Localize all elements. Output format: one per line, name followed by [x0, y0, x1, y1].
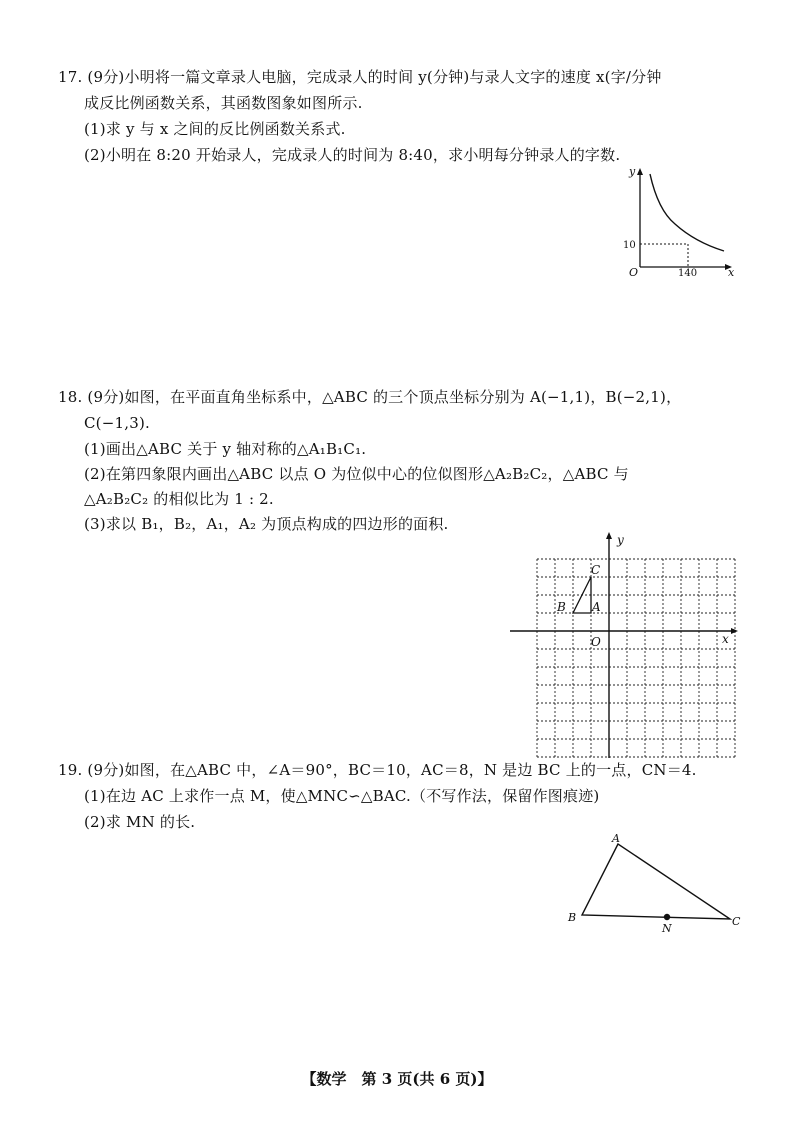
q18-part1: (1)画出△ABC 关于 y 轴对称的△A₁B₁C₁. [84, 440, 367, 458]
q18-part3: (3)求以 B₁，B₂，A₁，A₂ 为顶点构成的四边形的面积. [84, 515, 449, 533]
q18-stem-line1: 18. (9分)如图，在平面直角坐标系中，△ABC 的三个顶点坐标分别为 A(−1,1)，B(−2,1)， [58, 388, 682, 406]
q18-part2-line2: △A₂B₂C₂ 的相似比为 1 : 2. [84, 490, 274, 508]
q18-stem-line2: C(−1,3). [84, 414, 150, 432]
q17-stem-line2: 成反比例函数关系，其函数图象如图所示. [84, 94, 363, 112]
q18-part2-line1: (2)在第四象限内画出△ABC 以点 O 为位似中心的位似图形△A₂B₂C₂，△ABC 与 [84, 465, 629, 483]
q19-label-c: C [732, 915, 741, 928]
q18-label-c: C [591, 563, 601, 577]
q17-hyperbola [650, 174, 724, 251]
q17-x-label: x [728, 266, 735, 279]
q18-origin: O [591, 635, 601, 649]
q19-stem: 19. (9分)如图，在△ABC 中，∠A＝90°，BC＝10，AC＝8，N 是边 BC 上的一点，CN＝4. [58, 761, 697, 779]
q19-label-n: N [662, 922, 672, 935]
q18-triangle-abc [573, 577, 591, 613]
q18-x-label: x [722, 632, 729, 646]
q19-label-a: A [612, 832, 620, 845]
q17-origin: O [629, 266, 639, 279]
q17-part2: (2)小明在 8:20 开始录人，完成录人的时间为 8:40，求小明每分钟录人的字数. [84, 146, 621, 164]
q19-label-b: B [568, 911, 577, 924]
q19-triangle-figure [560, 830, 750, 935]
q17-y-label: y [629, 165, 636, 178]
page-footer: 【数学 第 3 页(共 6 页)】 [301, 1070, 493, 1088]
q18-coordinate-grid [505, 530, 745, 762]
q18-label-b: B [557, 600, 566, 614]
q19-part1: (1)在边 AC 上求作一点 M，使△MNC∽△BAC.（不写作法，保留作图痕迹) [84, 787, 600, 805]
q18-y-label: y [617, 533, 624, 547]
q18-label-a: A [592, 600, 601, 614]
q17-stem-line1: 17. (9分)小明将一篇文章录人电脑，完成录人的时间 y(分钟)与录人文字的速度 x(字/分钟 [58, 68, 662, 86]
q17-inverse-graph [620, 160, 750, 280]
q17-x-tick: 140 [678, 268, 698, 279]
q19-point-n [664, 914, 670, 920]
q17-part1: (1)求 y 与 x 之间的反比例函数关系式. [84, 120, 346, 138]
q17-y-tick: 10 [623, 240, 636, 251]
q19-part2: (2)求 MN 的长. [84, 813, 196, 831]
